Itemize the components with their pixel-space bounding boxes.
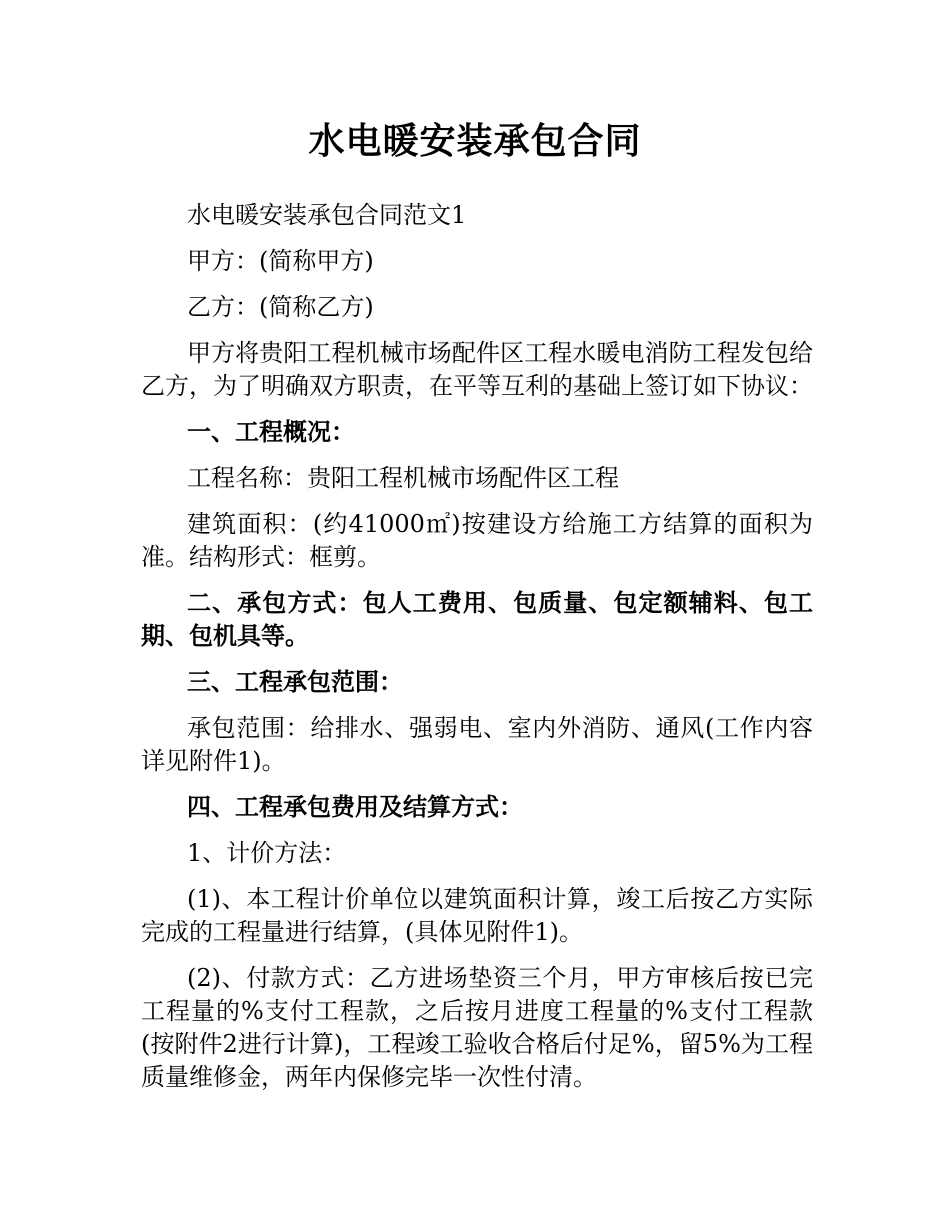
- paragraph-building-area: 建筑面积：(约41000㎡)按建设方给施工方结算的面积为准。结构形式：框剪。: [141, 510, 813, 571]
- heading-section-1: 一、工程概况：: [187, 418, 355, 446]
- paragraph-preamble: 甲方将贵阳工程机械市场配件区工程水暖电消防工程发包给乙方，为了明确双方职责，在平等互利的基础上签订如下协议：: [141, 339, 813, 400]
- paragraph-party-b: 乙方：(简称乙方): [187, 293, 374, 321]
- paragraph-scope: 承包范围：给排水、强弱电、室内外消防、通风(工作内容详见附件1)。: [141, 714, 813, 775]
- paragraph-intro: 水电暖安装承包合同范文1: [187, 201, 467, 229]
- heading-section-2: 二、承包方式：包人工费用、包质量、包定额辅料、包工期、包机具等。: [141, 589, 813, 650]
- heading-section-4: 四、工程承包费用及结算方式：: [187, 793, 523, 821]
- paragraph-party-a: 甲方：(简称甲方): [187, 247, 374, 275]
- heading-section-3: 三、工程承包范围：: [187, 668, 403, 696]
- document-title: 水电暖安装承包合同: [308, 121, 642, 162]
- paragraph-project-name: 工程名称：贵阳工程机械市场配件区工程: [187, 464, 619, 492]
- document-body: [141, 199, 813, 1107]
- paragraph-pricing-clause-2: (2)、付款方式：乙方进场垫资三个月，甲方审核后按已完工程量的%支付工程款，之后按月进度工程量的%支付工程款(按附件2进行计算)，工程竣工验收合格后付足%，留5%为工程质量维修金，两年内保修完毕一次性付清。: [141, 964, 813, 1091]
- paragraph-pricing-clause-1: (1)、本工程计价单位以建筑面积计算，竣工后按乙方实际完成的工程量进行结算，(具体见附件1)。: [141, 885, 813, 946]
- paragraph-pricing-method: 1、计价方法：: [187, 839, 347, 867]
